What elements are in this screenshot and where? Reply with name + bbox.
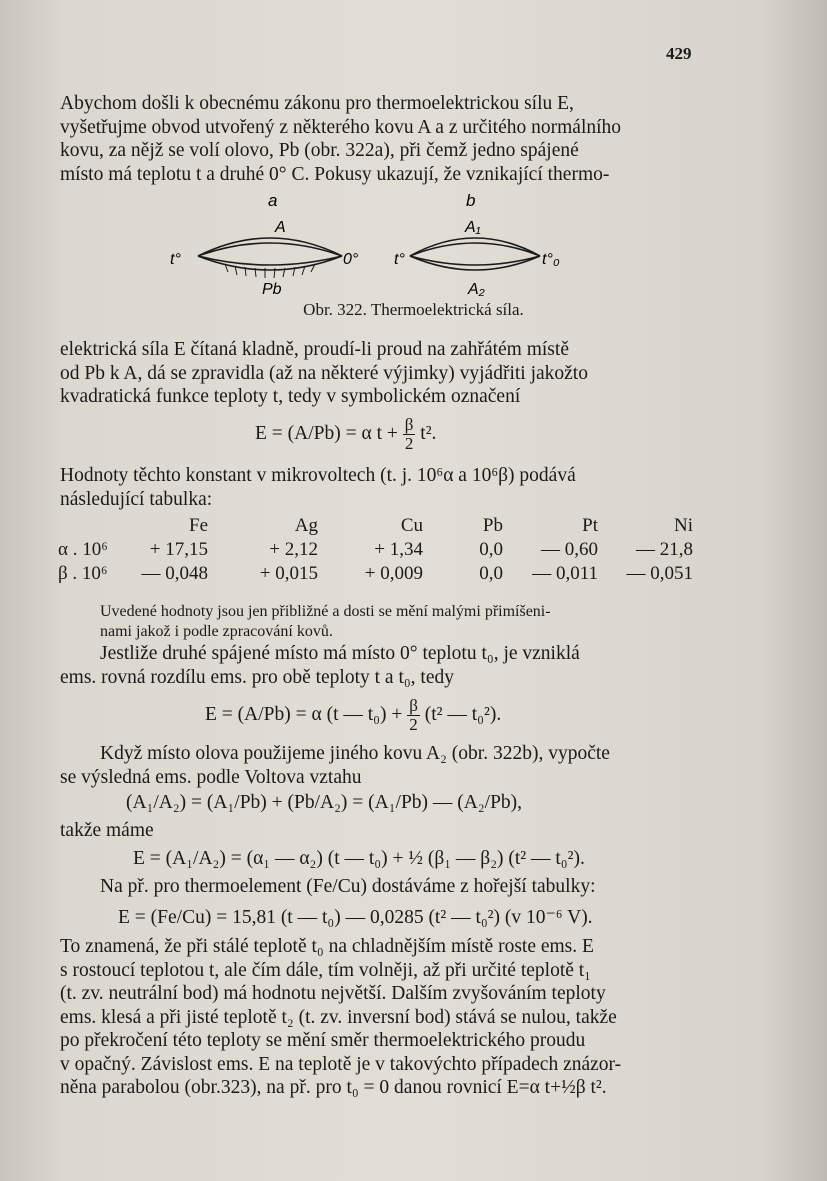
text-example: Na př. pro thermoelement (Fe/Cu) dostáváme z hořejší tabulky: (100, 876, 596, 897)
eq1-right: t². (420, 422, 437, 444)
paragraph-neutral-point (60, 935, 710, 1100)
equation-4: E = (A₁/A₂) = (α₁ — α₂) (t — t₀) + ½ (β₁ — β₂) (t² — t₀²). (133, 848, 585, 869)
text-line: místo má teplotu t a druhé 0° C. Pokusy ukazují, že vznikající thermo- (60, 163, 610, 185)
fig-b-top-label: A₁ (465, 219, 481, 236)
text-line: To znamená, že při stálé teplotě t₀ na chladnějším místě roste ems. E (60, 936, 594, 957)
table-note (100, 602, 710, 642)
table-header: Cu (400, 515, 423, 536)
table-cell: + 0,009 (364, 563, 423, 584)
table-header: Pt (582, 515, 598, 536)
wire-loop-b (410, 238, 540, 270)
eq2-right: (t² — t₀²). (424, 703, 502, 725)
table-header: Ni (674, 515, 693, 536)
text-line: se výsledná ems. podle Voltova vztahu (60, 766, 362, 788)
eq2-left: E = (A/Pb) (205, 703, 291, 725)
thermocouple-figure (170, 192, 590, 302)
text-line: nami jakož i podle zpracování kovů. (100, 623, 333, 640)
fig-a-bottom-label: Pb (262, 281, 282, 298)
eq2-mid: = α (t — t₀) + (295, 703, 403, 725)
hatched-lead-a (225, 264, 315, 278)
text-line: s rostoucí teplotou t, ale čím dále, tím volněji, až při určité teplotě t₁ (60, 959, 591, 981)
table-cell: — 0,011 (532, 563, 598, 584)
fig-a-left-label: t° (170, 251, 181, 268)
table-row (58, 562, 693, 586)
text-line: Když místo olova použijeme jiného kovu A₂ (obr. 322b), vypočte (100, 743, 610, 764)
equation-5: E = (Fe/Cu) = 15,81 (t — t₀) — 0,0285 (t² — t₀²) (v 10⁻⁶ V). (118, 907, 593, 928)
text-line: od Pb k A, dá se zpravidla (až na některé výjimky) vyjádřiti jakožto (60, 362, 588, 384)
table-cell: — 0,051 (626, 563, 693, 584)
text-line: (t. zv. neutrální bod) má hodnotu největší. Dalším zvyšováním teploty (60, 983, 606, 1004)
table-cell: 0,0 (479, 563, 503, 584)
fig-a-top-label: A (275, 219, 286, 236)
fig-label-b: b (466, 192, 476, 210)
paragraph-constants (60, 464, 710, 511)
table-header: Pb (482, 515, 503, 536)
fig-a-right-label: 0° (343, 251, 359, 268)
paragraph-intro (60, 92, 710, 186)
fig-b-right-label: t°₀ (542, 251, 560, 268)
fig-b-bottom-label: A₂ (468, 281, 485, 298)
text-line: po překročení této teploty se mění směr thermoelektrického proudu (60, 1030, 586, 1051)
table-cell: — 0,60 (541, 539, 598, 560)
table-header: Ag (294, 515, 318, 536)
equation-1 (255, 416, 436, 453)
constants-table (58, 514, 693, 586)
fig-b-left-label: t° (394, 251, 405, 268)
eq1-left: E = (A/Pb) (255, 422, 341, 444)
eq2-fraction: $\frac{\beta}{2}$ (409, 696, 418, 734)
table-row (58, 538, 693, 562)
equation-3: (A₁/A₂) = (A₁/Pb) + (Pb/A₂) = (A₁/Pb) — (A₂/Pb), (126, 792, 523, 813)
table-cell: + 2,12 (269, 539, 318, 560)
table-header-row (58, 514, 693, 538)
figure-caption: Obr. 322. Thermoelektrická síla. (303, 300, 524, 319)
table-cell: + 1,34 (374, 539, 423, 560)
text-line: Jestliže druhé spájené místo má místo 0° teplotu t₀, je vzniklá (100, 643, 580, 664)
text-line: vyšetřujme obvod utvořený z některého kovu A a z určitého normálního (60, 116, 622, 138)
table-cell: 0,0 (479, 539, 503, 560)
text-takze: takže máme (60, 820, 154, 841)
table-cell: + 17,15 (149, 539, 208, 560)
text-line: ems. klesá a při jisté teplotě t₂ (t. zv. inversní bod) stává se nulou, takže (60, 1006, 617, 1028)
text-line: elektrická síla E čítaná kladně, proudí-li proud na zahřátém místě (60, 339, 569, 360)
wire-loop-a (198, 238, 342, 270)
page-number: 429 (666, 44, 692, 63)
text-line: Abychom došli k obecnému zákonu pro thermoelektrickou sílu E, (60, 93, 574, 114)
text-line: Hodnoty těchto konstant v mikrovoltech (t. j. 10⁶α a 10⁶β) podává (60, 465, 576, 486)
paragraph-second-junction (60, 642, 710, 689)
text-line: následující tabulka: (60, 488, 213, 510)
text-line: Uvedené hodnoty jsou jen přibližné a dosti se mění malými přimíšeni- (100, 603, 551, 620)
fig-label-a: a (268, 192, 278, 210)
paragraph-emf (60, 338, 710, 409)
row-label: α . 10⁶ (58, 539, 108, 560)
text-line: kovu, za nějž se volí olovo, Pb (obr. 322a), při čemž jedno spájené (60, 140, 579, 161)
equation-2 (205, 697, 501, 734)
table-header: Fe (189, 515, 208, 536)
text-line: ems. rovná rozdílu ems. pro obě teploty t a t₀, tedy (60, 666, 454, 688)
text-line: něna parabolou (obr.323), na př. pro t₀ = 0 danou rovnicí E=α t+½β t². (60, 1077, 607, 1098)
eq1-mid: = α t + (345, 422, 398, 444)
paragraph-volta (60, 742, 710, 789)
eq1-fraction: $\frac{\beta}{2}$ (404, 415, 414, 453)
row-label: β . 10⁶ (58, 563, 108, 584)
table-cell: + 0,015 (259, 563, 318, 584)
text-line: v opačný. Závislost ems. E na teplotě je v takovýchto případech znázor- (60, 1053, 622, 1075)
table-cell: — 0,048 (141, 563, 208, 584)
text-line: kvadratická funkce teploty t, tedy v symbolickém označení (60, 386, 521, 407)
table-cell: — 21,8 (636, 539, 693, 560)
